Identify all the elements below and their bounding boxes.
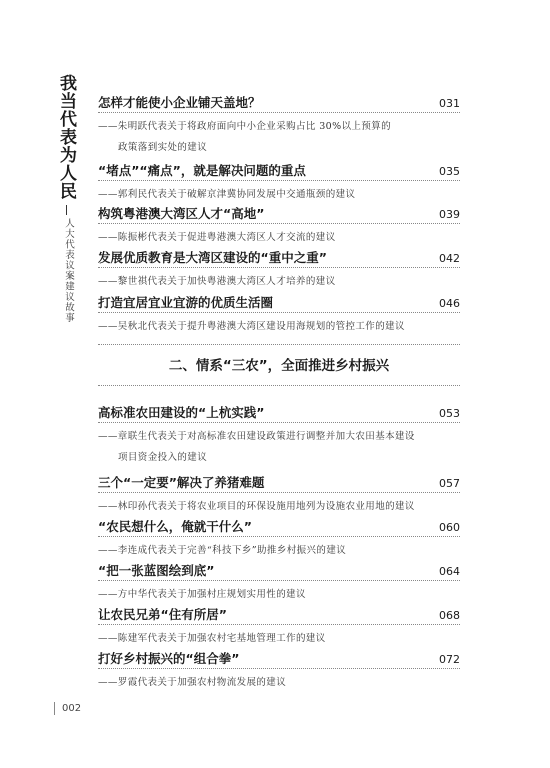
entry-description <box>98 184 460 205</box>
toc-entry[interactable] <box>98 649 460 688</box>
footer-divider <box>54 702 55 715</box>
entry-description-line: ——陈振彬代表关于促进粤港澳大湾区人才交流的建议 <box>98 232 336 243</box>
entry-page: 057 <box>439 477 460 490</box>
entry-description <box>98 426 460 468</box>
entry-description <box>98 271 460 292</box>
entry-description-line: ——章联生代表关于对高标准农田建设政策进行调整并加大农田基本建设 <box>98 431 415 442</box>
entry-description <box>98 496 460 517</box>
entry-title: 三个“一定要”解决了养猪难题 <box>98 475 265 490</box>
entry-description-line: ——罗霞代表关于加强农村物流发展的建议 <box>98 677 287 688</box>
entry-divider <box>98 112 460 113</box>
section-heading: 二、情系“三农”，全面推进乡村振兴 <box>168 358 390 374</box>
entry-page: 053 <box>439 407 460 420</box>
toc-entry[interactable] <box>98 517 460 556</box>
entry-title: 构筑粤港澳大湾区人才“高地” <box>98 206 265 221</box>
entry-divider <box>98 492 460 493</box>
entry-description-line: ——黎世祺代表关于加快粤港澳大湾区人才培养的建议 <box>98 276 336 287</box>
entry-title: 打造宜居宜业宜游的优质生活圈 <box>98 295 274 310</box>
entry-divider <box>98 668 460 669</box>
entry-divider <box>98 580 460 581</box>
entry-divider <box>98 267 460 268</box>
toc-entry[interactable] <box>98 473 460 512</box>
entry-divider <box>98 312 460 313</box>
entry-title: 高标准农田建设的“上杭实践” <box>98 405 265 420</box>
toc-entry[interactable] <box>98 293 460 332</box>
book-title: 我当代表为人民 <box>56 74 76 200</box>
entry-title: 打好乡村振兴的“组合拳” <box>98 651 240 666</box>
entry-page: 060 <box>439 521 460 534</box>
section-bottom-divider <box>98 385 460 386</box>
entry-title: 让农民兄弟“住有所居” <box>98 607 227 622</box>
page-number: 002 <box>62 703 82 714</box>
entry-page: 046 <box>439 297 460 310</box>
book-title-divider <box>66 205 67 215</box>
entry-description-line: 项目资金投入的建议 <box>118 452 208 463</box>
entry-divider <box>98 624 460 625</box>
entry-description-line: ——林印孙代表关于将农业项目的环保设施用地列为设施农业用地的建议 <box>98 501 415 512</box>
entry-description <box>98 116 460 158</box>
entry-page: 031 <box>439 97 460 110</box>
toc-entry[interactable] <box>98 403 460 463</box>
entry-description-line: ——朱明跃代表关于将政府面向中小企业采购占比 30%以上预算的 <box>98 121 392 132</box>
entry-description <box>98 628 460 649</box>
entry-title: “农民想什么，俺就干什么” <box>98 519 252 534</box>
toc-entry[interactable] <box>98 605 460 644</box>
book-subtitle: 人大代表议案建议故事 <box>63 218 74 323</box>
entry-description-line: ——李连成代表关于完善“科技下乡”助推乡村振兴的建议 <box>98 545 347 556</box>
toc-entry[interactable] <box>98 161 460 200</box>
entry-description-line: ——吴秋北代表关于提升粤港澳大湾区建设用海规划的管控工作的建议 <box>98 321 405 332</box>
entry-divider <box>98 422 460 423</box>
entry-title: “把一张蓝图绘到底” <box>98 563 215 578</box>
entry-description-line: 政策落到实处的建议 <box>118 142 208 153</box>
entry-divider <box>98 536 460 537</box>
entry-description-line: ——郭利民代表关于破解京津冀协同发展中交通瓶颈的建议 <box>98 189 356 200</box>
toc-entry[interactable] <box>98 93 460 153</box>
entry-title: 怎样才能使小企业铺天盖地？ <box>98 95 261 110</box>
section-top-divider <box>98 344 460 345</box>
entry-description-line: ——陈建军代表关于加强农村宅基地管理工作的建议 <box>98 633 326 644</box>
entry-page: 035 <box>439 165 460 178</box>
entry-page: 072 <box>439 653 460 666</box>
entry-page: 068 <box>439 609 460 622</box>
toc-entry[interactable] <box>98 561 460 600</box>
entry-description <box>98 672 460 693</box>
entry-description-line: ——方中华代表关于加强村庄规划实用性的建议 <box>98 589 306 600</box>
entry-page: 064 <box>439 565 460 578</box>
entry-divider <box>98 223 460 224</box>
entry-page: 039 <box>439 208 460 221</box>
entry-divider <box>98 180 460 181</box>
entry-description <box>98 584 460 605</box>
toc-entry[interactable] <box>98 248 460 287</box>
entry-description <box>98 227 460 248</box>
entry-title: “堵点”“痛点”，就是解决问题的重点 <box>98 163 306 178</box>
entry-page: 042 <box>439 252 460 265</box>
entry-description <box>98 316 460 337</box>
entry-title: 发展优质教育是大湾区建设的“重中之重” <box>98 250 327 265</box>
entry-description <box>98 540 460 561</box>
toc-entry[interactable] <box>98 204 460 243</box>
